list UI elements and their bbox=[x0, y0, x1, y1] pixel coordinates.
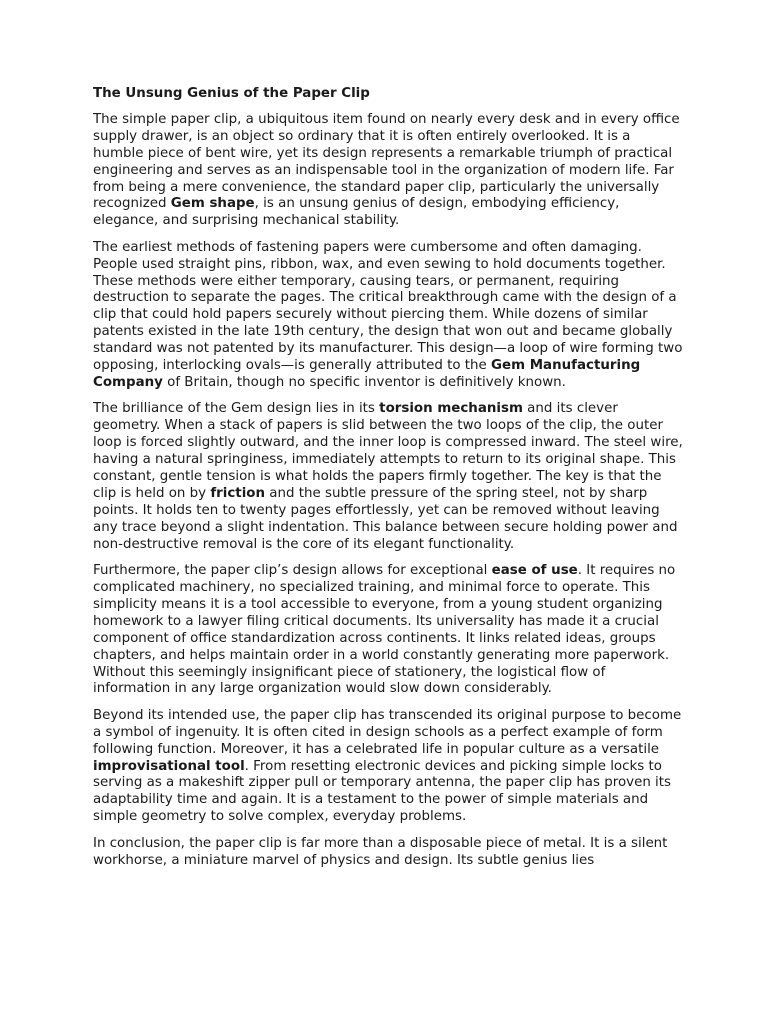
paragraph-history bbox=[93, 240, 683, 392]
paragraph-text: The simple paper clip, a ubiquitous item found on nearly every desk and in every office supply drawer, is an object so ordinary that it is often entirely overlooked. It is a humble piece of bent wire, yet its design represents a remarkable triumph of practical engineering and serves as an indispensable tool in the organization of modern life. Far from being a mere convenience, the standard paper clip, particularly the universally recognized bbox=[93, 111, 680, 212]
paragraph-text: The brilliance of the Gem design lies in its bbox=[93, 401, 380, 417]
paragraph-text: and the subtle pressure of the spring steel, not by sharp points. It holds ten to twenty pages effortlessly, yet can be removed without leaving any trace beyond a slight indentation. This balance between secure holding power and non-destructive removal is the core of its elegant functionality. bbox=[93, 485, 678, 552]
paragraph-text: The earliest methods of fastening papers were cumbersome and often damaging. People used straight pins, ribbon, wax, and even sewing to hold documents together. These methods were either temporary, causing tears, or permanent, requiring destruction to separate the pages. The critical breakthrough came with the design of a clip that could hold papers securely without piercing them. While dozens of similar patents existed in the late 19th century, the design that won out and became globally standard was not patented by its manufacturer. This design—a loop of wire forming two opposing, interlocking ovals—is generally attributed to the bbox=[93, 239, 683, 374]
bold-term-gem-manufacturing: Gem Manufacturing Company bbox=[93, 358, 641, 390]
bold-term-friction: friction bbox=[210, 485, 266, 501]
bold-term-improvisational-tool: improvisational tool bbox=[93, 758, 245, 774]
paragraph-text: of Britain, though no specific inventor is definitively known. bbox=[162, 375, 566, 390]
paragraph-text: . From resetting electronic devices and picking simple locks to serving as a makeshift zipper pull or temporary antenna, the paper clip has proven its adaptability time and again. It is a testament to the power of simple materials and simple geometry to solve complex, everyday problems. bbox=[93, 758, 672, 825]
bold-term-ease-of-use: ease of use bbox=[491, 563, 578, 579]
paragraph-text: Furthermore, the paper clip’s design allows for exceptional bbox=[93, 563, 492, 579]
paragraph-text: Beyond its intended use, the paper clip has transcended its original purpose to become a symbol of ingenuity. It is often cited in design schools as a perfect example of form following function. Moreover, it has a celebrated life in popular culture as a versatile bbox=[93, 707, 682, 757]
paragraph-conclusion bbox=[93, 836, 683, 870]
paragraph-text: and its clever geometry. When a stack of papers is slid between the two loops of the clip, the outer loop is forced slightly outward, and the inner loop is compressed inward. The steel wire, having a natural springiness, immediately attempts to return to its original shape. This constant, gentle tension is what holds the papers firmly together. The key is that the clip is held on by bbox=[93, 401, 683, 501]
document-title: The Unsung Genius of the Paper Clip bbox=[93, 86, 370, 101]
paragraph-text: , is an unsung genius of design, embodying efficiency, elegance, and surprising mechanical stability. bbox=[93, 196, 620, 229]
bold-term-gem-shape: Gem shape bbox=[170, 196, 255, 212]
paragraph-text: In conclusion, the paper clip is far more than a disposable piece of metal. It is a silent workhorse, a miniature marvel of physics and design. Its subtle genius lies bbox=[93, 835, 668, 868]
paragraph-text: . It requires no complicated machinery, no specialized training, and minimal force to operate. This simplicity means it is a tool accessible to everyone, from a young student organizing homework to a lawyer filing critical documents. Its universality has made it a crucial component of office standardization across continents. It links related ideas, groups chapters, and helps maintain order in a world constantly generating more paperwork. Without this seemingly insignificant piece of stationery, the logistical flow of information in any large organization would slow down considerably. bbox=[93, 563, 676, 697]
paragraph-mechanism bbox=[93, 401, 683, 553]
document-page bbox=[93, 86, 683, 879]
paragraph-ease-of-use bbox=[93, 563, 683, 698]
bold-term-torsion: torsion mechanism bbox=[379, 401, 523, 417]
paragraph-culture bbox=[93, 708, 683, 826]
paragraph-intro bbox=[93, 112, 683, 230]
